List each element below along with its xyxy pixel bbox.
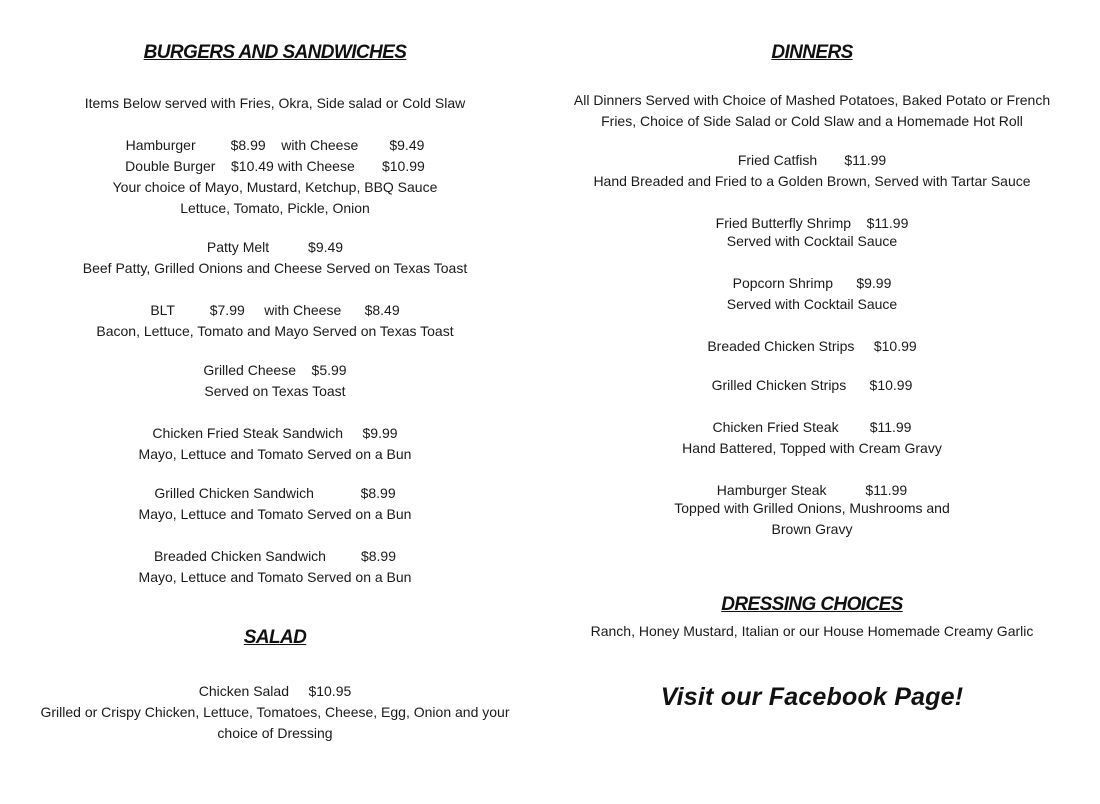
grilled-strips-item: Grilled Chicken Strips $10.99 (711, 377, 913, 393)
blt-item: BLT $7.99 with Cheese $8.49 (150, 302, 400, 318)
grilled-cheese-desc: Served on Texas Toast (204, 383, 346, 399)
chicken-salad-item: Chicken Salad $10.95 (198, 683, 352, 699)
burger-toppings: Lettuce, Tomato, Pickle, Onion (180, 200, 370, 216)
grilled-cheese-item: Grilled Cheese $5.99 (203, 362, 347, 378)
burgers-heading: BURGERS AND SANDWICHES (143, 42, 407, 63)
popcorn-shrimp-desc: Served with Cocktail Sauce (726, 296, 898, 312)
fried-catfish-item: Fried Catfish $11.99 (737, 152, 887, 168)
chicken-fried-steak-item: Chicken Fried Steak $11.99 (712, 419, 912, 435)
hamburger-steak-item: Hamburger Steak $11.99 (716, 482, 908, 498)
dinners-heading: DINNERS (771, 42, 853, 63)
hamburger-item: Hamburger $8.99 with Cheese $9.49 (125, 137, 425, 153)
popcorn-shrimp-item: Popcorn Shrimp $9.99 (732, 275, 892, 291)
salad-heading: SALAD (243, 627, 307, 648)
butterfly-shrimp-item: Fried Butterfly Shrimp $11.99 (715, 215, 909, 231)
breaded-strips-item: Breaded Chicken Strips $10.99 (707, 338, 917, 354)
double-burger-item: Double Burger $10.49 with Cheese $10.99 (125, 158, 425, 174)
patty-melt-desc: Beef Patty, Grilled Onions and Cheese Served on Texas Toast (82, 260, 468, 276)
grilled-chicken-sandwich-desc: Mayo, Lettuce and Tomato Served on a Bun (138, 506, 412, 522)
dressing-choices: Ranch, Honey Mustard, Italian or our House Homemade Creamy Garlic (590, 623, 1034, 639)
breaded-chicken-sandwich-item: Breaded Chicken Sandwich $8.99 (153, 548, 397, 564)
breaded-chicken-sandwich-desc: Mayo, Lettuce and Tomato Served on a Bun (138, 569, 412, 585)
dinners-intro: All Dinners Served with Choice of Mashed Potatoes, Baked Potato or French Fries, Choice of Side Salad or Cold Slaw and a Homemade Hot Roll (573, 92, 1051, 129)
fried-catfish-desc: Hand Breaded and Fried to a Golden Brown, Served with Tartar Sauce (593, 173, 1031, 189)
cfs-sandwich-desc: Mayo, Lettuce and Tomato Served on a Bun (138, 446, 412, 462)
burgers-intro: Items Below served with Fries, Okra, Side salad or Cold Slaw (84, 95, 466, 111)
patty-melt-item: Patty Melt $9.49 (206, 239, 344, 255)
facebook-callout: Visit our Facebook Page! (660, 683, 964, 711)
chicken-salad-desc: Grilled or Crispy Chicken, Lettuce, Tomatoes, Cheese, Egg, Onion and your choice of Dressing (40, 704, 510, 741)
chicken-fried-steak-desc: Hand Battered, Topped with Cream Gravy (682, 440, 942, 456)
blt-desc: Bacon, Lettuce, Tomato and Mayo Served on Texas Toast (96, 323, 454, 339)
sauce-choice: Your choice of Mayo, Mustard, Ketchup, BBQ Sauce (112, 179, 438, 195)
cfs-sandwich-item: Chicken Fried Steak Sandwich $9.99 (152, 425, 398, 441)
grilled-chicken-sandwich-item: Grilled Chicken Sandwich $8.99 (154, 485, 396, 501)
dressing-heading: DRESSING CHOICES (721, 594, 903, 615)
butterfly-shrimp-desc: Served with Cocktail Sauce (726, 233, 898, 249)
hamburger-steak-desc: Topped with Grilled Onions, Mushrooms and Brown Gravy (674, 500, 950, 537)
